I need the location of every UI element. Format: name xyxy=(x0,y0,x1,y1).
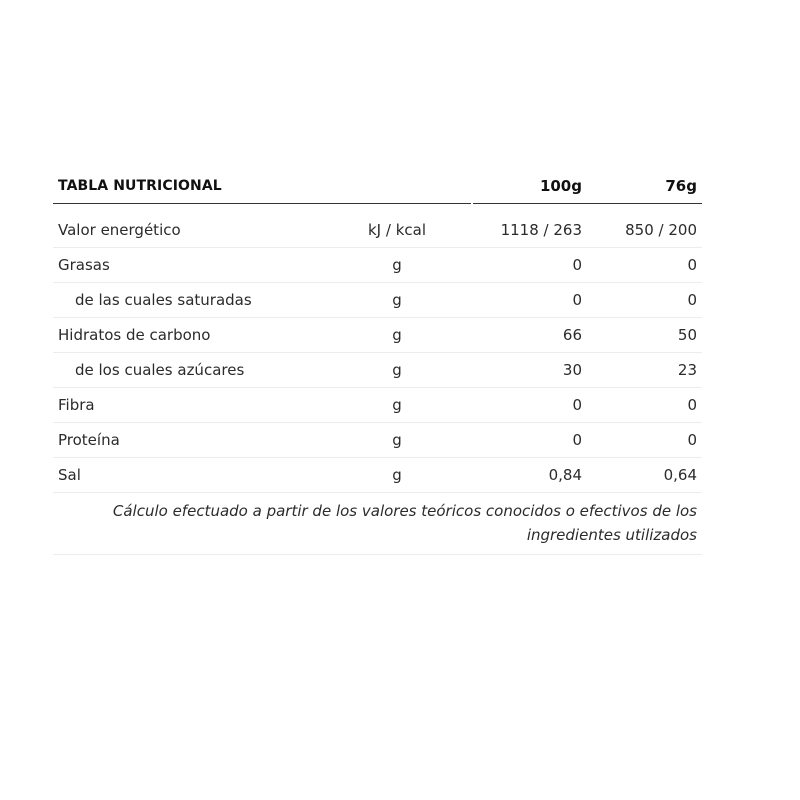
table-row xyxy=(53,318,702,353)
nutrient-unit: g xyxy=(353,353,471,388)
nutrient-label: de las cuales saturadas xyxy=(53,283,353,318)
value-per-100g: 0 xyxy=(473,423,587,458)
table-row xyxy=(53,423,702,458)
table-row xyxy=(53,283,702,318)
column-header-portion: 76g xyxy=(587,168,702,204)
value-per-portion: 0 xyxy=(587,388,702,423)
value-per-portion: 850 / 200 xyxy=(587,213,702,248)
nutrient-unit: g xyxy=(353,423,471,458)
nutrient-label: Grasas xyxy=(53,248,353,283)
value-per-portion: 0 xyxy=(587,283,702,318)
value-per-portion: 0 xyxy=(587,248,702,283)
table-row xyxy=(53,213,702,248)
nutrient-label: Proteína xyxy=(53,423,353,458)
value-per-portion: 50 xyxy=(587,318,702,353)
calculation-note: Cálculo efectuado a partir de los valores teóricos conocidos o efectivos de los ingredientes utilizados xyxy=(53,493,702,555)
nutrient-label: de los cuales azúcares xyxy=(53,353,353,388)
nutrition-table xyxy=(53,168,702,555)
table-row xyxy=(53,248,702,283)
table-footnote-row xyxy=(53,493,702,555)
table-row xyxy=(53,388,702,423)
table-row xyxy=(53,458,702,493)
nutrient-unit: g xyxy=(353,318,471,353)
nutrient-unit: g xyxy=(353,388,471,423)
value-per-portion: 0 xyxy=(587,423,702,458)
value-per-100g: 66 xyxy=(473,318,587,353)
value-per-100g: 0 xyxy=(473,388,587,423)
value-per-100g: 0 xyxy=(473,283,587,318)
nutrient-unit: g xyxy=(353,458,471,493)
table-row xyxy=(53,353,702,388)
value-per-portion: 23 xyxy=(587,353,702,388)
nutrient-unit: g xyxy=(353,248,471,283)
nutrient-unit: g xyxy=(353,283,471,318)
table-title: TABLA NUTRICIONAL xyxy=(53,168,471,204)
column-header-100g: 100g xyxy=(473,168,587,204)
value-per-100g: 0 xyxy=(473,248,587,283)
value-per-portion: 0,64 xyxy=(587,458,702,493)
nutrient-unit: kJ / kcal xyxy=(353,213,471,248)
value-per-100g: 1118 / 263 xyxy=(473,213,587,248)
value-per-100g: 30 xyxy=(473,353,587,388)
value-per-100g: 0,84 xyxy=(473,458,587,493)
nutrient-label: Sal xyxy=(53,458,353,493)
nutrient-label: Fibra xyxy=(53,388,353,423)
nutrient-label: Hidratos de carbono xyxy=(53,318,353,353)
table-header-row xyxy=(53,168,702,204)
nutrient-label: Valor energético xyxy=(53,213,353,248)
